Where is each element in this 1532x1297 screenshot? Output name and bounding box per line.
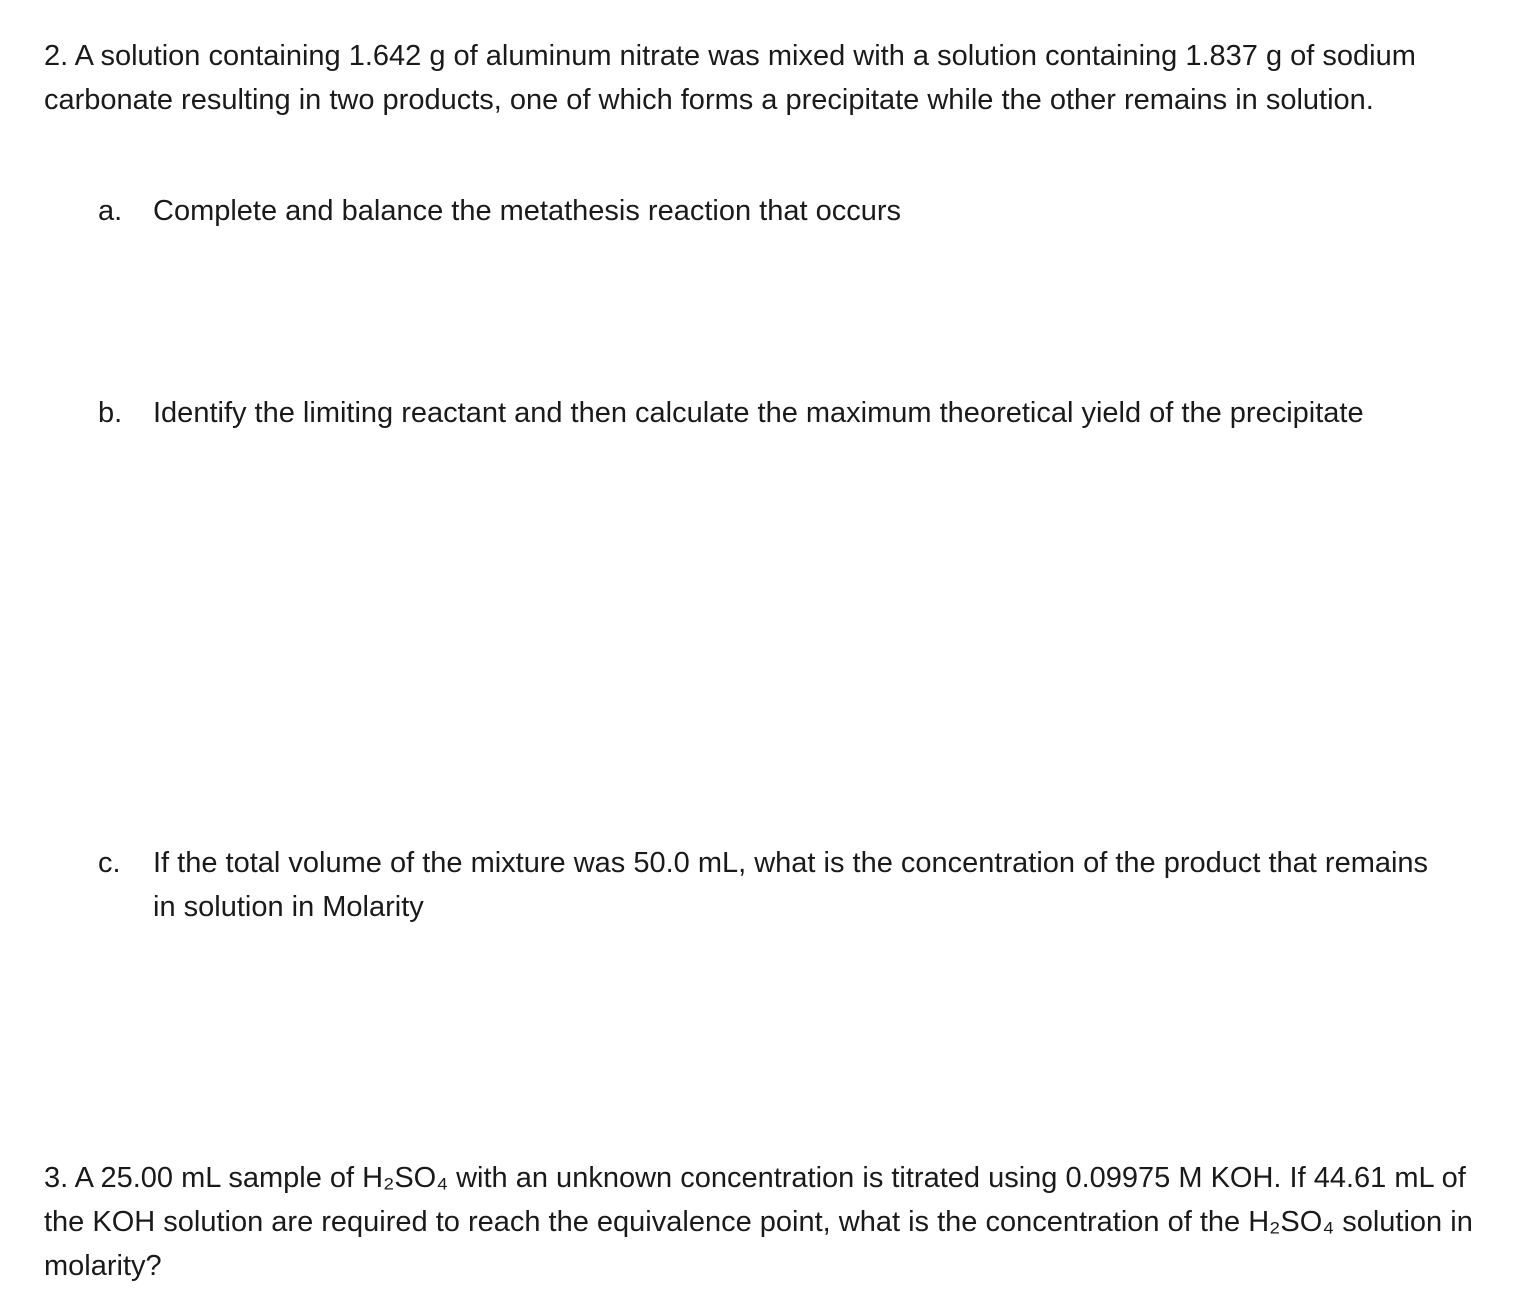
part-b-text: Identify the limiting reactant and then calculate the maximum theoretical yield of the precipitate: [153, 397, 1364, 429]
part-a-text: Complete and balance the metathesis reaction that occurs: [153, 195, 901, 227]
part-b-letter: b.: [98, 397, 123, 429]
question-2-text: 2. A solution containing 1.642 g of aluminum nitrate was mixed with a solution containing 1.837 g of sodium carbonate resulting in two products, one of which forms a precipitate while the other remains in solution.: [44, 40, 1416, 116]
question-3-text: 3. A 25.00 mL sample of H₂SO₄ with an unknown concentration is titrated using 0.09975 M KOH. If 44.61 mL of the KOH solution are required to reach the equivalence point, what is the concentration of the H₂SO₄ solution in molarity?: [44, 1162, 1473, 1282]
part-a-letter: a.: [98, 195, 123, 227]
part-c-text: If the total volume of the mixture was 50.0 mL, what is the concentration of the product that remains in solution in Molarity: [153, 847, 1429, 923]
part-c-letter: c.: [98, 847, 121, 879]
